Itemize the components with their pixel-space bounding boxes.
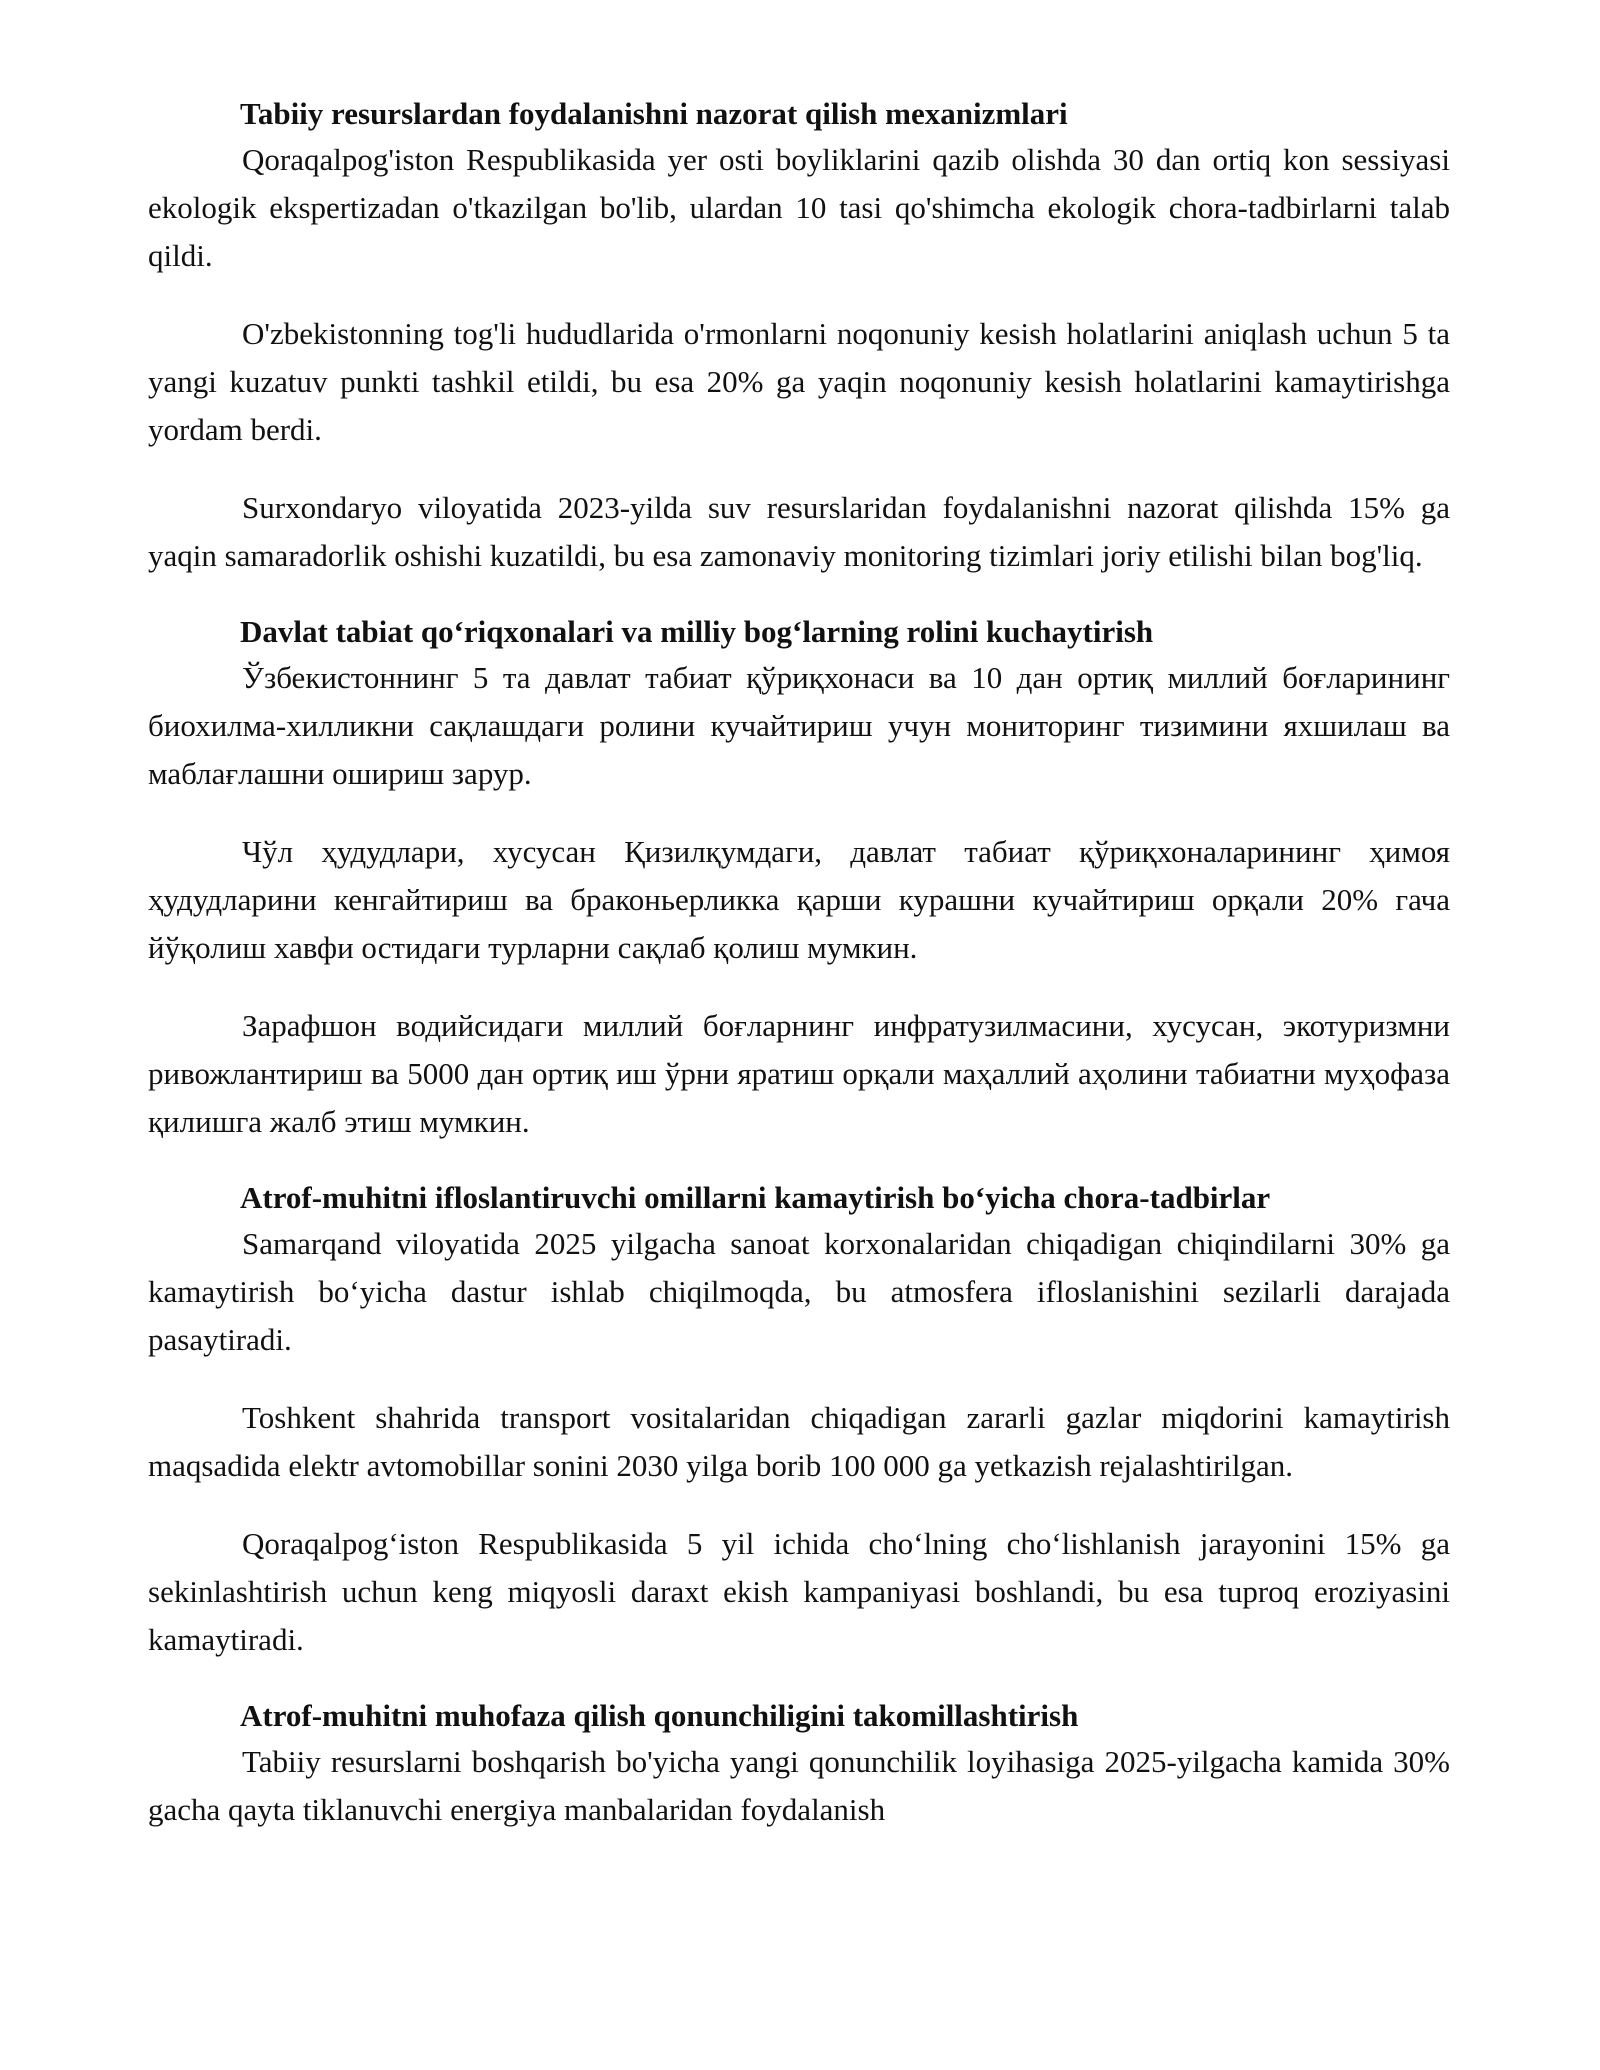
paragraph: Samarqand viloyatida 2025 yilgacha sanoat korxonalaridan chiqadigan chiqindilarni 30% ga kamaytirish bo‘yicha dastur ishlab chiqilmoqda, bu atmosfera ifloslanishini sezilarli darajada pasaytiradi. bbox=[148, 1226, 1450, 1357]
section-heading: Atrof-muhitni ifloslantiruvchi omillarni kamaytirish bo‘yicha chora-tadbirlar bbox=[240, 1180, 1271, 1215]
paragraph: Toshkent shahrida transport vositalaridan chiqadigan zararli gazlar miqdorini kamaytirish maqsadida elektr avtomobillar sonini 2030 yilga borib 100 000 ga yetkazish rejalashtirilgan. bbox=[148, 1400, 1450, 1483]
section-pollution-reduction bbox=[148, 1176, 1450, 1664]
section-legislation-improvement bbox=[148, 1694, 1450, 1834]
paragraph: Чўл ҳудудлари, хусусан Қизилқумдаги, давлат табиат қўриқхоналарининг ҳимоя ҳудудларини кенгайтириш ва браконьерликка қарши курашни кучайтириш орқали 20% гача йўқолиш хавфи остидаги турларни сақлаб қолиш мумкин. bbox=[148, 834, 1450, 965]
paragraph: Зарафшон водийсидаги миллий боғларнинг инфратузилмасини, хусусан, экотуризмни ривожлантириш ва 5000 дан ортиқ иш ўрни яратиш орқали маҳаллий аҳолини табиатни муҳофаза қилишга жалб этиш мумкин. bbox=[148, 1008, 1450, 1139]
paragraph: Surxondaryo viloyatida 2023-yilda suv resurslaridan foydalanishni nazorat qilishda 15% ga yaqin samaradorlik oshishi kuzatildi, bu esa zamonaviy monitoring tizimlari joriy etilishi bilan bog'liq. bbox=[148, 490, 1450, 573]
section-natural-resources-control bbox=[148, 92, 1450, 580]
paragraph: O'zbekistonning tog'li hududlarida o'rmonlarni noqonuniy kesish holatlarini aniqlash uchun 5 ta yangi kuzatuv punkti tashkil etildi, bu esa 20% ga yaqin noqonuniy kesish holatlarini kamaytirishga yordam berdi. bbox=[148, 316, 1450, 447]
paragraph: Tabiiy resurslarni boshqarish bo'yicha yangi qonunchilik loyihasiga 2025-yilgacha kamida 30% gacha qayta tiklanuvchi energiya manbalaridan foydalanish bbox=[148, 1744, 1450, 1827]
section-reserves-national-parks bbox=[148, 610, 1450, 1146]
paragraph: Qoraqalpog‘iston Respublikasida 5 yil ichida cho‘lning cho‘lishlanish jarayonini 15% ga sekinlashtirish uchun keng miqyosli daraxt ekish kampaniyasi boshlandi, bu esa tuproq eroziyasini kamaytiradi. bbox=[148, 1526, 1450, 1657]
document-body bbox=[148, 92, 1450, 1834]
section-heading: Tabiiy resurslardan foydalanishni nazorat qilish mexanizmlari bbox=[240, 96, 1068, 131]
section-heading: Atrof-muhitni muhofaza qilish qonunchiligini takomillashtirish bbox=[240, 1698, 1079, 1733]
paragraph: Qoraqalpog'iston Respublikasida yer osti boyliklarini qazib olishda 30 dan ortiq kon sessiyasi ekologik ekspertizadan o'tkazilgan bo'lib, ulardan 10 tasi qo'shimcha ekologik chora-tadbirlarni talab qildi. bbox=[148, 142, 1450, 273]
section-heading: Davlat tabiat qo‘riqxonalari va milliy bog‘larning rolini kuchaytirish bbox=[240, 614, 1154, 649]
paragraph: Ўзбекистоннинг 5 та давлат табиат қўриқхонаси ва 10 дан ортиқ миллий боғларининг биохилма-хилликни сақлашдаги ролини кучайтириш учун мониторинг тизимини яхшилаш ва маблағлашни ошириш зарур. bbox=[148, 660, 1450, 791]
